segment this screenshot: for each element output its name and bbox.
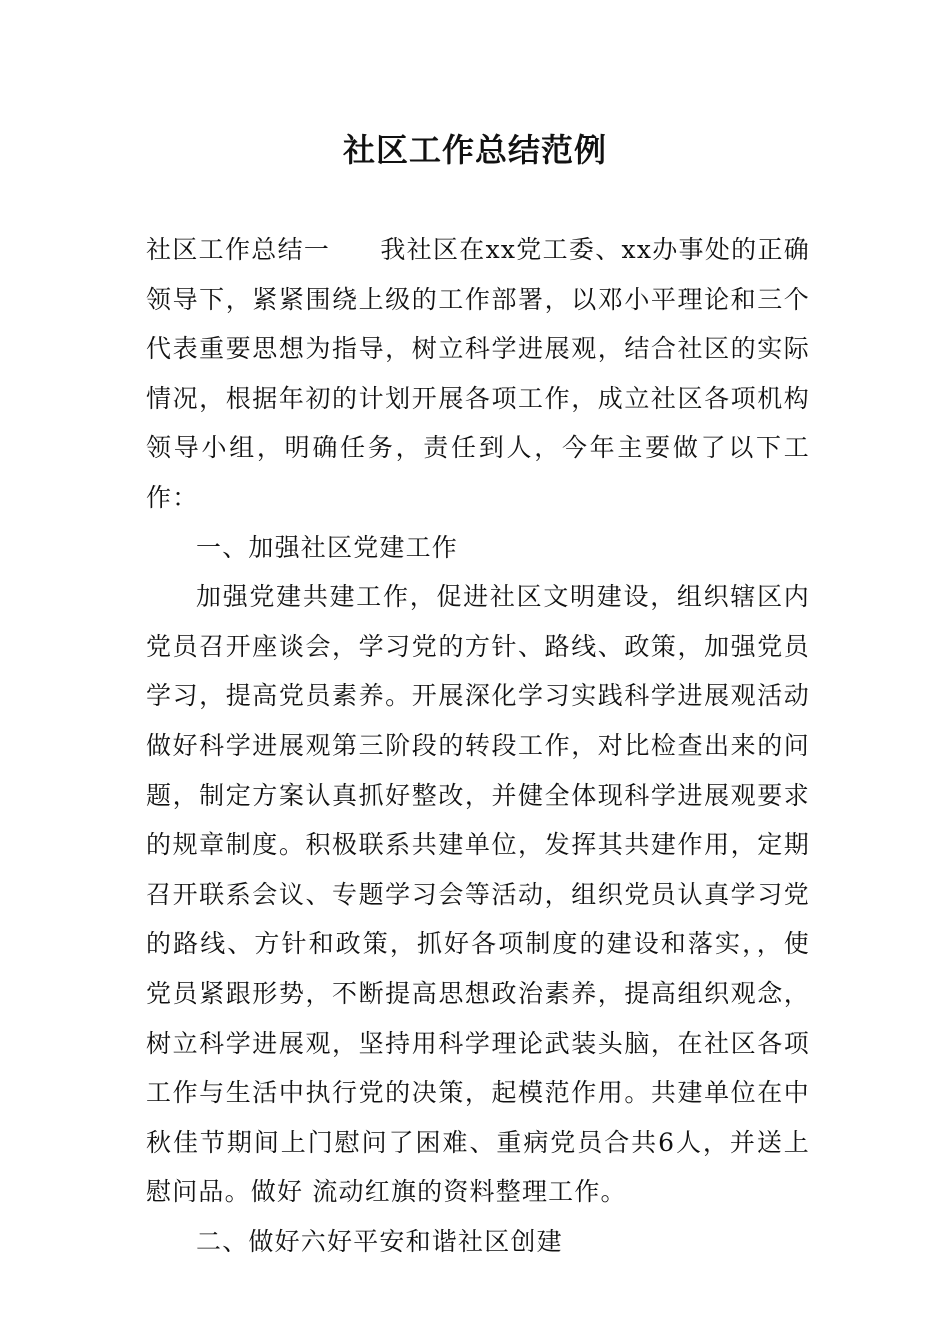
intro-label: 社区工作总结一 xyxy=(146,235,331,264)
section-heading-1: 一、加强社区党建工作 xyxy=(196,532,459,562)
section-heading-2: 二、做好六好平安和谐社区创建 xyxy=(196,1226,563,1256)
document-title: 社区工作总结范例 xyxy=(342,131,607,169)
document-body xyxy=(146,225,810,1266)
section-paragraph-1: 加强党建共建工作，促进社区文明建设，组织辖区内党员召开座谈会，学习党的方针、路线、政策，加强党员学习，提高党员素养。开展深化学习实践科学进展观活动做好科学进展观第三阶段的转段工作，对比检查出来的问题，制定方案认真抓好整改，并健全体现科学进展观要求的规章制度。积极联系共建单位，发挥其共建作用，定期召开联系会议、专题学习会等活动，组织党员认真学习党的路线、方针和政策，抓好各项制度的建设和落实，，使党员紧跟形势，不断提高思想政治素养，提高组织观念，树立科学进展观，坚持用科学理论武装头脑，在社区各项工作与生活中执行党的决策，起模范作用。共建单位在中秋佳节期间上门慰问了困难、重病党员合共6人，并送上慰问品。做好 流动红旗的资料整理工作。 xyxy=(146,582,810,1207)
intro-text: 我社区在xx党工委、xx办事处的正确领导下，紧紧围绕上级的工作部署，以邓小平理论和三个代表重要思想为指导，树立科学进展观，结合社区的实际情况，根据年初的计划开展各项工作，成立社区各项机构领导小组，明确任务，责任到人，今年主要做了以下工作： xyxy=(146,235,811,512)
intro-paragraph xyxy=(146,225,810,523)
